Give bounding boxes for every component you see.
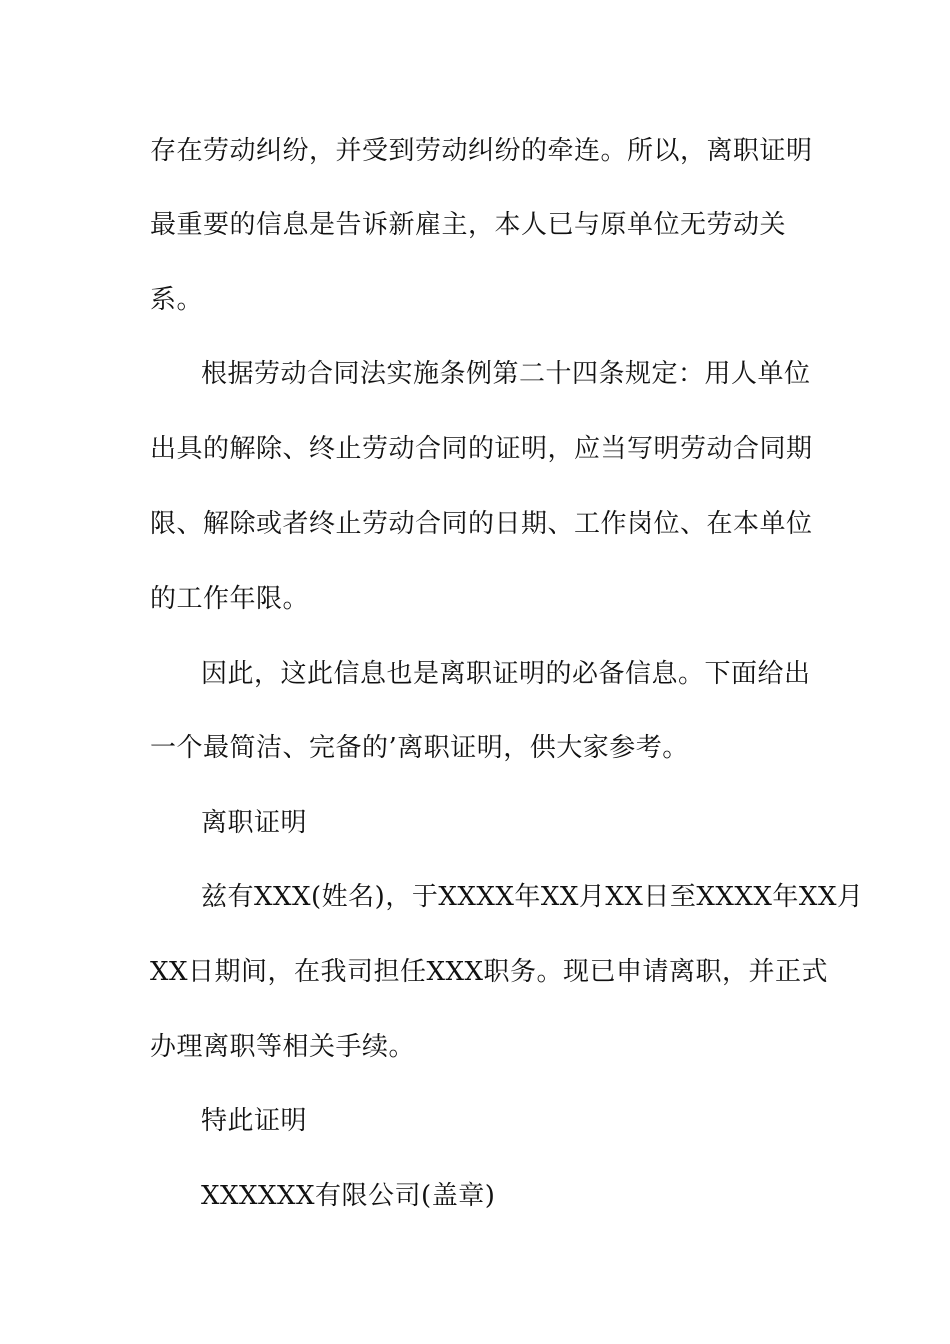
text-line: 兹有XXX(姓名)，于XXXX年XX月XX日至XXXX年XX月 — [201, 882, 864, 912]
text-line: 的工作年限。 — [150, 584, 310, 614]
text-line: 根据劳动合同法实施条例第二十四条规定：用人单位 — [201, 359, 811, 389]
text-line: 一个最简洁、完备的’离职证明，供大家参考。 — [150, 733, 689, 763]
section-title: 离职证明 — [201, 808, 308, 838]
text-line: 出具的解除、终止劳动合同的证明，应当写明劳动合同期 — [150, 434, 813, 464]
text-line: 限、解除或者终止劳动合同的日期、工作岗位、在本单位 — [150, 509, 813, 539]
text-line: 最重要的信息是告诉新雇主，本人已与原单位无劳动关 — [150, 210, 787, 240]
text-line: XX日期间，在我司担任XXX职务。现已申请离职，并正式 — [150, 957, 829, 987]
text-line: XXXXXX有限公司(盖章) — [201, 1181, 496, 1211]
text-line: 办理离职等相关手续。 — [150, 1032, 416, 1062]
text-line: 存在劳动纠纷，并受到劳动纠纷的牵连。所以，离职证明 — [150, 136, 813, 166]
text-line: 系。 — [150, 285, 204, 315]
text-line: 特此证明 — [201, 1106, 308, 1136]
text-line: 因此，这此信息也是离职证明的必备信息。下面给出 — [201, 659, 811, 689]
